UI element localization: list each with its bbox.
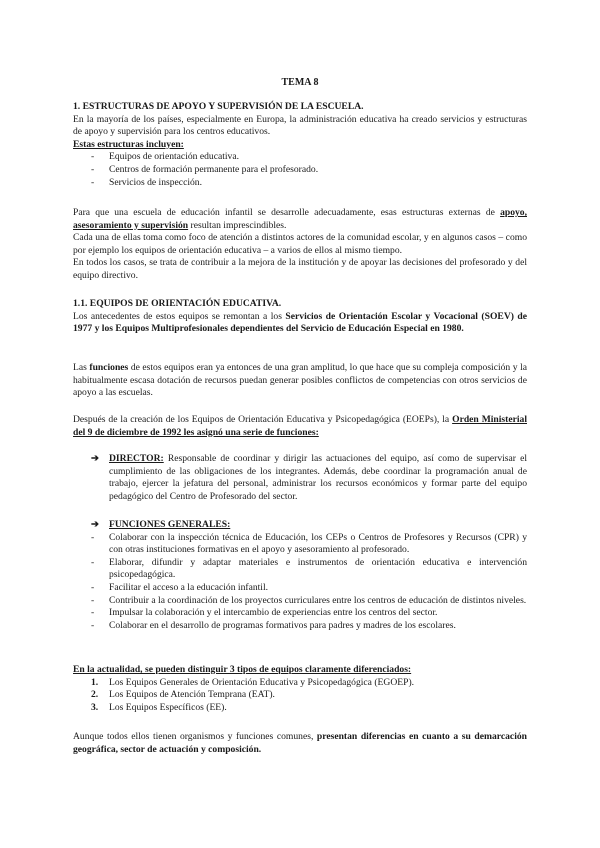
list-item: - Colaborar con la inspección técnica de Educación, los CEPs o Centros de Profesores y Recursos (CPR) y con otras instituciones formativas en el apoyo y asesoramiento al profesorado. bbox=[73, 532, 527, 557]
list-item: - Servicios de inspección. bbox=[73, 177, 527, 190]
list-item: - Elaborar, difundir y adaptar materiales e instrumentos de orientación educativa e intervención psicopedagógica. bbox=[73, 557, 527, 582]
list-item: 2. Los Equipos de Atención Temprana (EAT). bbox=[91, 689, 275, 701]
section-1 bbox=[73, 101, 527, 189]
antecedents-emphasis: Servicios de Orientación Escolar y Vocacional (SOEV) de 1977 y los Equipos Multiprofesionales dependientes del Servicio de Educación Especial en 1980. bbox=[73, 310, 528, 335]
final-emphasis: presentan diferencias en cuanto a su demarcación geográfica, sector de actuación y composición. bbox=[73, 731, 527, 755]
paragraph-antecedents: Los antecedentes de estos equipos se remontan a los Servicios de Orientación Escolar y Vocacional (SOEV) de 1977 y los Equipos Multiprofesionales dependientes del Servicio de Educación Especial en 1980. bbox=[73, 310, 528, 335]
paragraph-focus: Cada una de ellas toma como foco de atención a distintos actores de la comunidad escolar, y en algunos casos – como por ejemplo los equipos de orientación educativa – a varios de ellos al mismo tiempo. bbox=[73, 232, 527, 256]
section-1-1 bbox=[73, 298, 527, 336]
general-functions-block bbox=[73, 519, 527, 632]
order-emphasis: Orden Ministerial del 9 de diciembre de 1992 les asignó una serie de funciones: bbox=[73, 414, 527, 438]
functions-emphasis: funciones bbox=[89, 362, 129, 373]
list-item: 3. Los Equipos Específicos (EE). bbox=[91, 701, 227, 713]
director-text: Responsable de coordinar y dirigir las actuaciones del equipo, así como de supervisar el cumplimiento de las obligaciones de los integrantes. Además, debe coordinar la programación anual de trabajo, ejercer la jefatura del personal, administrar los recursos económicos y formar parte del equipo pedagógico del Centro de Profesorado del sector. bbox=[109, 453, 527, 502]
director-label: DIRECTOR: bbox=[109, 453, 164, 464]
list-item: - Colaborar en el desarrollo de programas formativos para padres y madres de los escolares. bbox=[73, 620, 527, 633]
structures-list bbox=[73, 151, 527, 189]
list-item: - Facilitar el acceso a la educación infantil. bbox=[73, 582, 527, 595]
list-item: - Impulsar la colaboración y el intercambio de experiencias entre los centros del sector. bbox=[73, 607, 527, 620]
paragraph-order-block bbox=[73, 414, 527, 439]
general-functions-label: FUNCIONES GENERALES: bbox=[109, 519, 231, 530]
team-types-list bbox=[73, 677, 527, 715]
section-1-heading: 1. ESTRUCTURAS DE APOYO Y SUPERVISIÓN DE LA ESCUELA. bbox=[73, 101, 364, 112]
general-functions-item bbox=[73, 519, 527, 532]
paragraph-order: Después de la creación de los Equipos de Orientación Educativa y Psicopedagógica (EOEPs), la Orden Ministerial del 9 de diciembre de 1992 les asignó una serie de funciones: bbox=[73, 414, 527, 438]
team-types-block bbox=[73, 664, 527, 714]
paragraph-contribution: En todos los casos, se trata de contribuir a la mejora de la institución y de apoyar las decisiones del profesorado y del equipo directivo. bbox=[73, 257, 527, 281]
arrow-right-icon: ➔ bbox=[91, 519, 100, 530]
paragraph-support: Para que una escuela de educación infantil se desarrolle adecuadamente, esas estructuras externas de apoyo, asesoramiento y supervisión resultan imprescindibles. bbox=[73, 207, 527, 231]
list-item: - Equipos de orientación educativa. bbox=[73, 151, 527, 164]
support-emphasis: apoyo, asesoramiento y supervisión bbox=[73, 207, 527, 231]
structures-include-label: Estas estructuras incluyen: bbox=[73, 138, 184, 150]
list-item: - Centros de formación permanente para el profesorado. bbox=[73, 164, 527, 177]
final-paragraph-block bbox=[73, 731, 527, 756]
list-item: 1. Los Equipos Generales de Orientación Educativa y Psicopedagógica (EGOEP). bbox=[91, 676, 415, 688]
list-item: - Contribuir a la coordinación de los proyectos curriculares entre los centros de educación de distintos niveles. bbox=[73, 595, 527, 608]
section-1-body bbox=[73, 207, 527, 283]
paragraph-final: Aunque todos ellos tienen organismos y funciones comunes, presentan diferencias en cuanto a su demarcación geográfica, sector de actuación y composición. bbox=[73, 731, 527, 755]
section-1-intro: En la mayoría de los países, especialmente en Europa, la administración educativa ha creado servicios y estructuras de apoyo y supervisión para los centros educativos. bbox=[73, 113, 527, 138]
team-types-label: En la actualidad, se pueden distinguir 3 tipos de equipos claramente diferenciados: bbox=[73, 664, 412, 675]
section-1-1-heading: 1.1. EQUIPOS DE ORIENTACIÓN EDUCATIVA. bbox=[73, 298, 282, 309]
director-item bbox=[73, 453, 527, 503]
page-title: TEMA 8 bbox=[281, 77, 319, 88]
paragraph-functions-block bbox=[73, 362, 527, 400]
director-block bbox=[73, 453, 527, 503]
general-functions-list bbox=[73, 532, 527, 633]
paragraph-functions: Las funciones de estos equipos eran ya entonces de una gran amplitud, lo que hace que su compleja composición y la habitualmente escasa dotación de recursos puedan generar posibles conflictos de competencias con otros servicios de apoyo a las escuelas. bbox=[73, 362, 527, 399]
arrow-right-icon: ➔ bbox=[91, 453, 100, 464]
